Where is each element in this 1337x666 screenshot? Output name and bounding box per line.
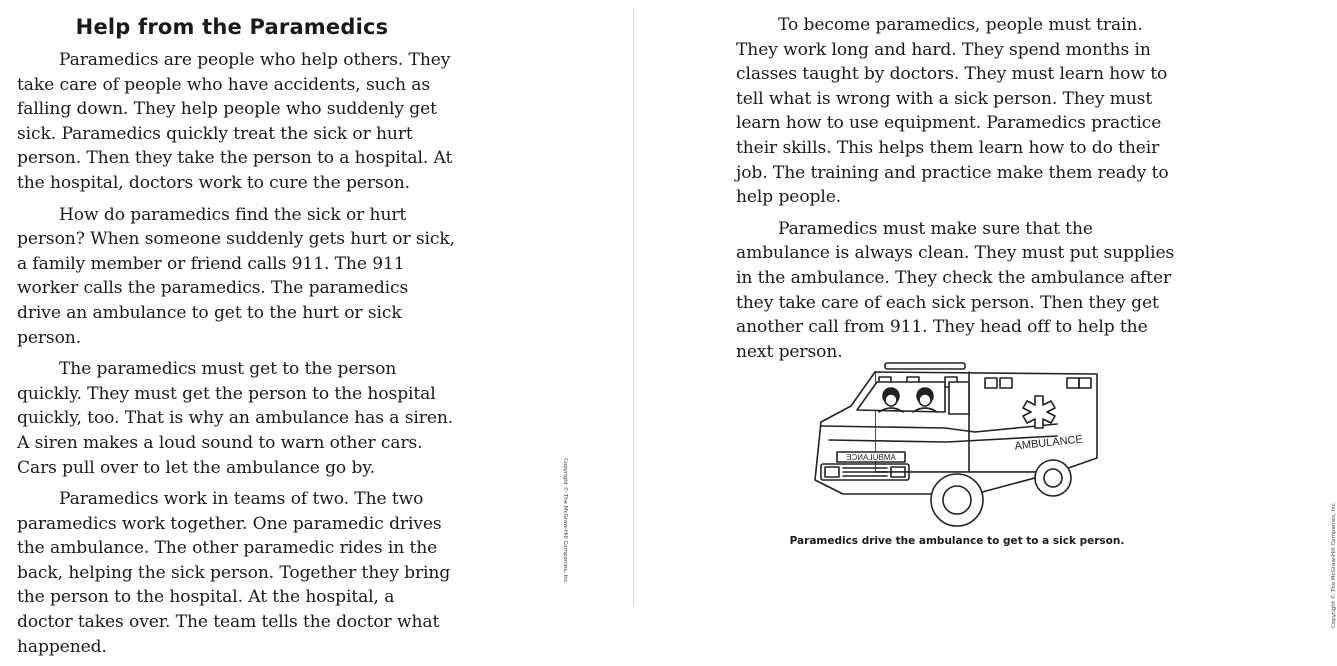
paragraph: To become paramedics, people must train. They work long and hard. They spend months in classes taught by doctors. They must learn how to tell what is wrong with a sick person. They must learn how to use equipment. Paramedics practice their skills. This helps them learn how to do their job. The training and practice make them ready to help people. bbox=[736, 15, 1169, 208]
illustration-caption: Paramedics drive the ambulance to get to a sick person. bbox=[789, 535, 1125, 547]
copyright-notice: Copyright © The McGraw-Hill Companies, Inc. bbox=[562, 458, 568, 585]
paragraph: Paramedics work in teams of two. The two paramedics work together. One paramedic drives the ambulance. The other paramedic rides in the back, helping the sick person. Together they bring the person to the hospital. At the hospital, a doctor takes over. The team tells the doctor what happened. bbox=[17, 489, 451, 657]
article-title: Help from the Paramedics bbox=[75, 15, 389, 39]
side-label: AMBULANCE bbox=[1014, 433, 1084, 453]
right-page bbox=[637, 0, 1337, 628]
right-column-text bbox=[736, 13, 1176, 371]
page-divider bbox=[633, 8, 634, 606]
hood-label: ƎƆИA⅃UВMA bbox=[846, 453, 896, 462]
left-column-text bbox=[17, 48, 455, 666]
paragraph: How do paramedics find the sick or hurt person? When someone suddenly gets hurt or sick, a family member or friend calls 911. The 911 worker calls the paramedics. The paramedics drive an ambulance to get to the hurt or sick person. bbox=[17, 204, 455, 348]
paragraph: Paramedics must make sure that the ambulance is always clean. They must put supplies in the ambulance. They check the ambulance after they take care of each sick person. Then they get another call from 911. They head off to help the next person. bbox=[736, 218, 1175, 362]
paragraph: The paramedics must get to the person quickly. They must get the person to the hospital quickly, too. That is why an ambulance has a siren. A siren makes a loud sound to warn other cars. Cars pull over to let the ambulance go by. bbox=[17, 359, 454, 478]
ambulance-illustration bbox=[807, 360, 1117, 530]
ambulance-icon bbox=[807, 360, 1117, 530]
left-page bbox=[0, 0, 620, 657]
copyright-notice: Copyright © The McGraw-Hill Companies, Inc. bbox=[1331, 501, 1337, 628]
paragraph: Paramedics are people who help others. They take care of people who have accidents, such as falling down. They help people who suddenly get sick. Paramedics quickly treat the sick or hurt person. Then they take the person to a hospital. At the hospital, doctors work to cure the person. bbox=[17, 50, 453, 193]
